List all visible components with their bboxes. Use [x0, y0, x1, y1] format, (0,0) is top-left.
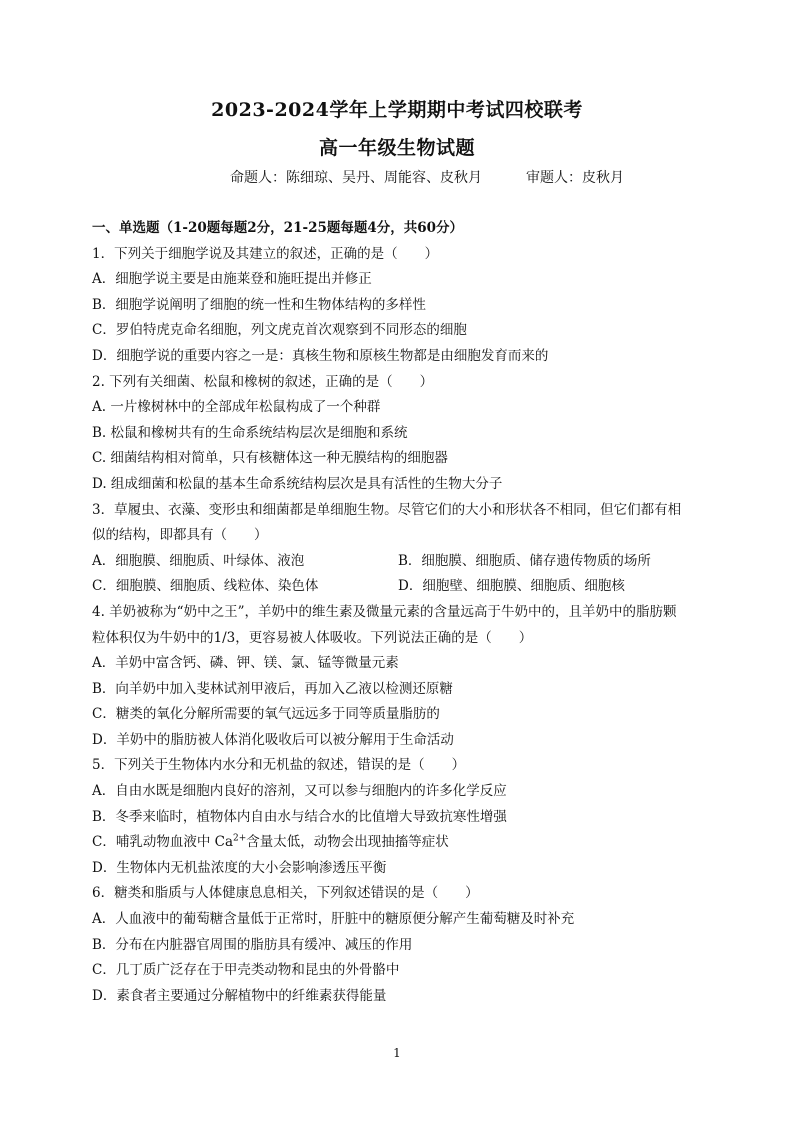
question-1-stem: 1．下列关于细胞学说及其建立的叙述，正确的是（ ） [92, 245, 439, 262]
question-3-option-a: A．细胞膜、细胞质、叶绿体、液泡 [92, 552, 305, 569]
question-6-option-a: A．人血液中的葡萄糖含量低于正常时，肝脏中的糖原便分解产生葡萄糖及时补充 [92, 911, 575, 928]
question-4-stem-line-1: 4. 羊奶被称为“奶中之王”，羊奶中的维生素及微量元素的含量远高于牛奶中的，且羊奶中的脂肪颗 [92, 603, 677, 620]
question-6-option-c: C．几丁质广泛存在于甲壳类动物和昆虫的外骨骼中 [92, 962, 400, 979]
section-heading: 一、单选题（1-20题每题2分，21-25题每题4分，共60分） [92, 220, 464, 236]
question-3-option-d: D．细胞壁、细胞膜、细胞质、细胞核 [398, 578, 625, 595]
question-1-option-d: D．细胞学说的重要内容之一是：真核生物和原核生物都是由细胞发育而来的 [92, 347, 549, 364]
question-4-option-d: D．羊奶中的脂肪被人体消化吸收后可以被分解用于生命活动 [92, 731, 454, 748]
calcium-charge-superscript: 2+ [233, 833, 247, 844]
question-2-option-c: C. 细菌结构相对简单，只有核糖体这一种无膜结构的细胞器 [92, 450, 448, 467]
page-number: 1 [393, 1046, 401, 1060]
question-3-options-row-1 [92, 549, 712, 575]
question-reviewer: 审题人：皮秋月 [526, 170, 624, 186]
question-4-option-a: A．羊奶中富含钙、磷、钾、镁、氯、锰等微量元素 [92, 655, 399, 672]
question-5-stem: 5．下列关于生物体内水分和无机盐的叙述，错误的是（ ） [92, 757, 466, 774]
question-5-option-d: D．生物体内无机盐浓度的大小会影响渗透压平衡 [92, 859, 387, 876]
exam-title: 2023-2024学年上学期期中考试四校联考 [211, 99, 583, 121]
question-6-option-b: B．分布在内脏器官周围的脂肪具有缓冲、减压的作用 [92, 936, 413, 953]
exam-content [92, 216, 712, 1009]
question-3-option-b: B．细胞膜、细胞质、储存遗传物质的场所 [398, 552, 651, 569]
question-4-stem-line-2: 粒体积仅为牛奶中的1/3，更容易被人体吸收。下列说法正确的是（ ） [92, 629, 533, 646]
question-4-option-c: C．糖类的氧化分解所需要的氧气远远多于同等质量脂肪的 [92, 706, 440, 723]
question-1-option-c: C．罗伯特虎克命名细胞，列文虎克首次观察到不同形态的细胞 [92, 322, 467, 339]
question-5-option-b: B．冬季来临时，植物体内自由水与结合水的比值增大导致抗寒性增强 [92, 808, 507, 825]
exam-subtitle: 高一年级生物试题 [318, 137, 475, 159]
question-authors: 命题人：陈细琼、吴丹、周能容、皮秋月 [230, 170, 482, 186]
question-1-option-a: A．细胞学说主要是由施莱登和施旺提出并修正 [92, 271, 372, 288]
question-3-options-row-2 [92, 574, 712, 600]
question-4-option-b: B．向羊奶中加入斐林试剂甲液后，再加入乙液以检测还原糖 [92, 680, 453, 697]
question-2-option-d: D. 组成细菌和松鼠的基本生命系统结构层次是具有活性的生物大分子 [92, 475, 503, 492]
question-6-option-d: D．素食者主要通过分解植物中的纤维素获得能量 [92, 987, 387, 1004]
question-3-stem-line-2: 似的结构，即都具有（ ） [92, 527, 268, 544]
question-2-stem: 2. 下列有关细菌、松鼠和橡树的叙述，正确的是（ ） [92, 373, 434, 390]
question-6-stem: 6．糖类和脂质与人体健康息息相关，下列叙述错误的是（ ） [92, 885, 479, 902]
question-3-stem-line-1: 3．草履虫、衣藻、变形虫和细菌都是单细胞生物。尽管它们的大小和形状各不相同，但它们都有相 [92, 501, 682, 518]
question-3-option-c: C．细胞膜、细胞质、线粒体、染色体 [92, 578, 319, 595]
question-5-option-c [92, 830, 712, 856]
question-1-option-b: B．细胞学说阐明了细胞的统一性和生物体结构的多样性 [92, 296, 426, 313]
question-2-option-b: B. 松鼠和橡树共有的生命系统结构层次是细胞和系统 [92, 424, 408, 441]
question-5-option-a: A．自由水既是细胞内良好的溶剂，又可以参与细胞内的许多化学反应 [92, 783, 507, 800]
author-line [230, 167, 624, 187]
question-2-option-a: A. 一片橡树林中的全部成年松鼠构成了一个种群 [92, 399, 381, 416]
question-5-option-c-text: C．哺乳动物血液中 Ca [92, 834, 233, 851]
question-5-option-c-text-end: 含量太低，动物会出现抽搐等症状 [246, 834, 449, 851]
